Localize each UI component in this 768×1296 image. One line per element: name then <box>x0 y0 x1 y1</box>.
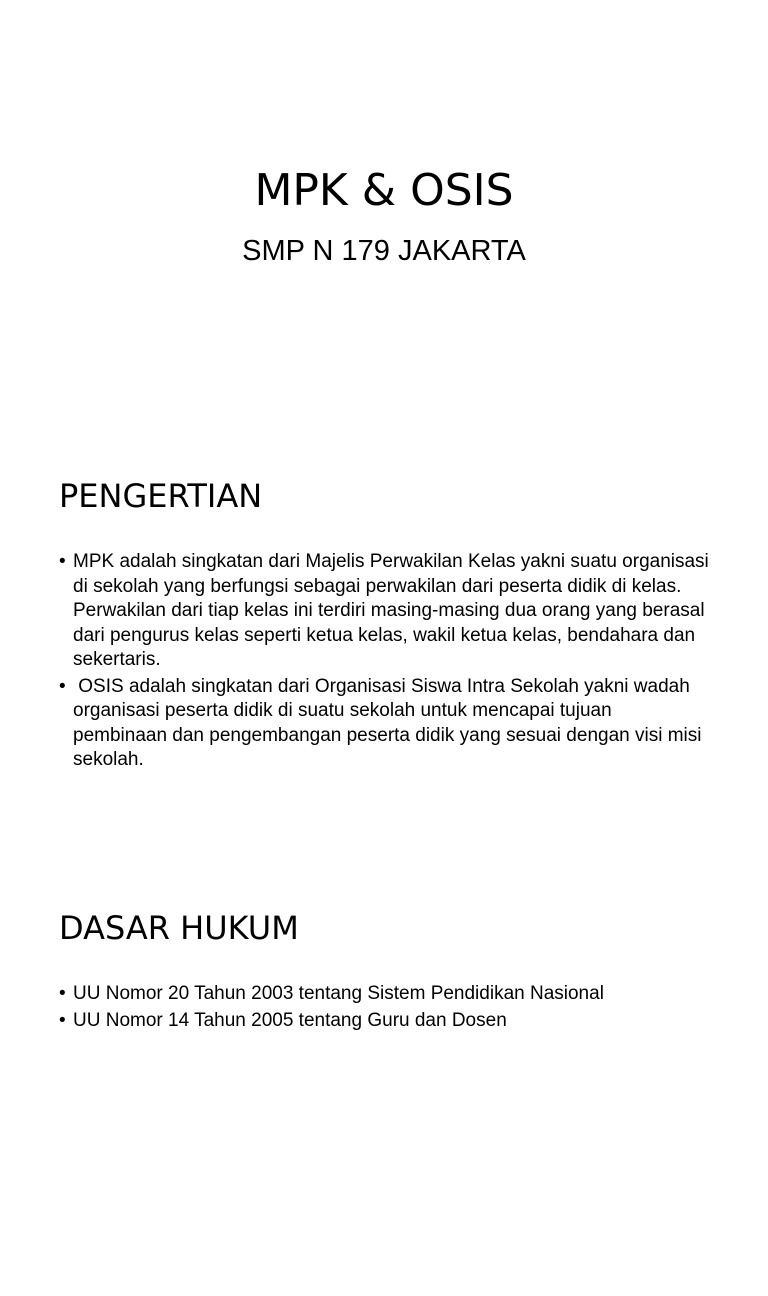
slide-subtitle: SMP N 179 JAKARTA <box>242 235 526 267</box>
pengertian-heading: PENGERTIAN <box>59 477 263 515</box>
list-item <box>59 550 709 673</box>
list-item <box>59 1009 709 1034</box>
slide-title: MPK & OSIS <box>254 165 514 216</box>
pengertian-list <box>59 550 709 775</box>
bullet-icon: • <box>59 1009 66 1031</box>
list-item <box>59 675 709 773</box>
bullet-icon: • <box>59 551 66 572</box>
title-slide <box>0 0 768 432</box>
dasar-hukum-list <box>59 982 709 1035</box>
bullet-icon: • <box>59 675 66 697</box>
list-item <box>59 982 709 1007</box>
dasar-hukum-slide <box>0 864 768 1296</box>
dasar-hukum-heading: DASAR HUKUM <box>59 909 299 947</box>
list-item-text: OSIS adalah singkatan dari Organisasi Siswa Intra Sekolah yakni wadah organisasi peserta didik di suatu sekolah untuk mencapai tujuan pembinaan dan pengembangan peserta didik yang sesuai dengan visi misi sekolah. <box>73 675 707 770</box>
pengertian-slide <box>0 432 768 864</box>
list-item-text: UU Nomor 20 Tahun 2003 tentang Sistem Pendidikan Nasional <box>73 983 604 1004</box>
list-item-text: MPK adalah singkatan dari Majelis Perwakilan Kelas yakni suatu organisasi di sekolah yang berfungsi sebagai perwakilan dari peserta didik di kelas. Perwakilan dari tiap kelas ini terdiri masing-masing dua orang yang berasal dari pengurus kelas seperti ketua kelas, wakil ketua kelas, bendahara dan sekertaris. <box>73 551 709 670</box>
bullet-icon: • <box>59 983 66 1004</box>
list-item-text: UU Nomor 14 Tahun 2005 tentang Guru dan Dosen <box>73 1009 507 1031</box>
